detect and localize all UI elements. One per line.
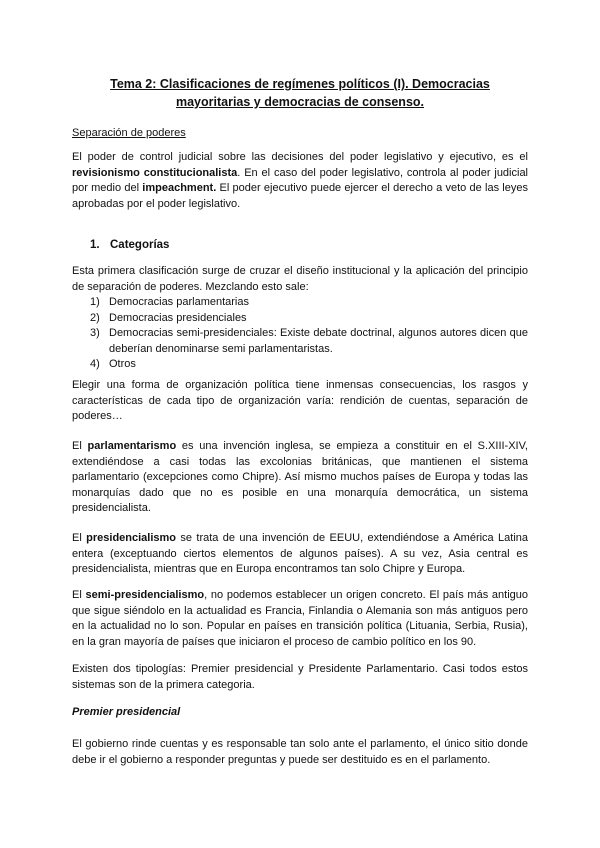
paragraph-parlamentarismo	[72, 439, 528, 517]
list-item	[90, 311, 528, 327]
paragraph-elegir: Elegir una forma de organización política tiene inmensas consecuencias, los rasgos y características de cada tipo de organización varía: rendición de cuentas, separación de poderes…	[72, 379, 528, 422]
intro-text-1: El poder de control judicial sobre las decisiones del poder legislativo y ejecutivo, es el	[72, 151, 528, 163]
semi-text-2: , no podemos establecer un origen concreto. El país más antiguo que sigue siéndolo en la actualidad es Francia, Finlandia o Alemania son más antiguos pero en la actualidad no lo son. Popular en países en transición política (Lituania, Serbia, Rusia), en la gran mayoría de países que iniciaron el proceso de cambio político en los 90.	[72, 589, 528, 648]
intro-bold-2: impeachment.	[142, 182, 217, 194]
semi-text-1: El	[72, 589, 86, 601]
section-heading-categorias	[90, 238, 169, 253]
intro-text-2: . En el caso del poder legislativo, controla al poder judicial por medio del	[72, 166, 529, 194]
paragraph-gobierno: El gobierno rinde cuentas y es responsable tan solo ante el parlamento, el único sitio donde debe ir el gobierno a responder preguntas y puede ser destituido es en el parlamento.	[72, 738, 528, 766]
semi-bold: semi-presidencialismo	[85, 589, 205, 601]
list-number: 2)	[90, 311, 100, 324]
list-number: 1)	[90, 296, 100, 308]
paragraph-semipresidencialismo	[72, 588, 528, 650]
section-title: Categorías	[110, 239, 170, 251]
list-text: Democracias presidenciales	[109, 311, 247, 324]
parl-text-1: El	[72, 440, 88, 452]
list-number: 4)	[90, 358, 100, 370]
list-text: Democracias semi-presidenciales: Existe debate doctrinal, algunos autores dicen que deberían denominarse semi parlamentaristas.	[109, 327, 528, 355]
parl-text-2: es una invención inglesa, se empieza a constituir en el S.XIII-XIV, extendiéndose a casi todas las excolonias británicas, que mantienen el sistema parlamentario (excepciones como Chipre). Así mismo muchos países de Europa y todas las monarquías dado que no es posible en una monarquía democrática, un sistema presidencialista.	[72, 440, 528, 514]
pres-text-1: El	[72, 532, 87, 544]
categorias-list	[90, 295, 528, 373]
categorias-intro: Esta primera clasificación surge de cruzar el diseño institucional y la aplicación del principio de separación de poderes. Mezclando esto sale:	[72, 265, 528, 293]
document-title: Tema 2: Clasificaciones de regímenes políticos (I). Democracias mayoritarias y democracias de consenso.	[110, 77, 490, 109]
paragraph-presidencialismo	[72, 531, 528, 578]
list-item	[90, 295, 528, 311]
intro-paragraph	[72, 150, 528, 212]
intro-text-3: El poder ejecutivo puede ejercer el derecho a veto de las leyes aprobadas por el poder legislativo.	[72, 182, 528, 210]
list-text: Democracias parlamentarias	[109, 296, 249, 308]
intro-bold-1: revisionismo constitucionalista	[72, 166, 238, 179]
paragraph-tipologias: Existen dos tipologías: Premier presidencial y Presidente Parlamentario. Casi todos estos sistemas son de la primera categoria.	[72, 663, 528, 691]
section-number: 1.	[90, 239, 100, 251]
list-number: 3)	[90, 327, 100, 339]
subheading-premier-presidencial: Premier presidencial	[72, 706, 181, 718]
pres-text-2: se trata de una invención de EEUU, extendiéndose a América Latina entera (exceptuando ciertos elementos de algunos países). A su vez, Asia central es presidencialista, mientras que en Europa encontramos tan solo Chipre y Europa.	[72, 532, 529, 575]
list-item	[90, 326, 528, 357]
pres-bold: presidencialismo	[86, 532, 177, 544]
section-subtitle: Separación de poderes	[72, 127, 186, 139]
list-item	[90, 357, 528, 373]
list-text: Otros	[109, 358, 136, 370]
parl-bold: parlamentarismo	[87, 440, 177, 452]
